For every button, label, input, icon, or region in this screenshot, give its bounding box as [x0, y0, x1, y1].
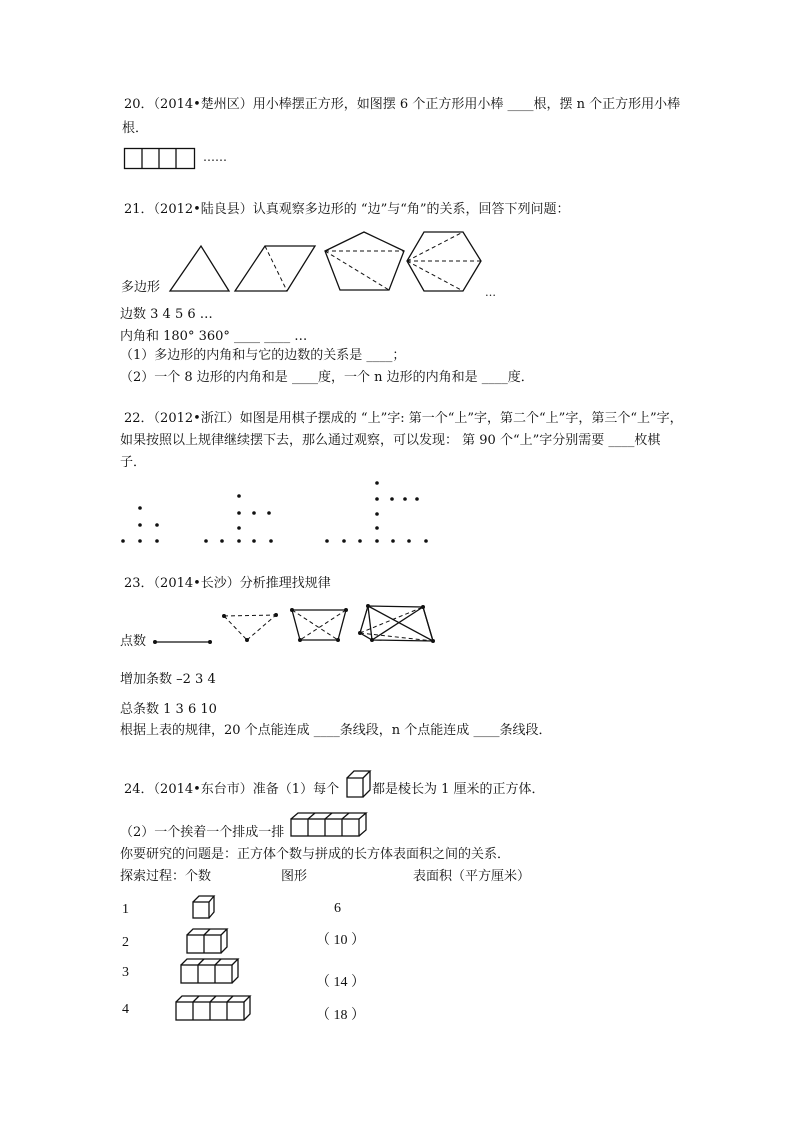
q24-row3-count: 3 — [122, 965, 129, 980]
q21-part2: （2）一个 8 边形的内角和是 ____度，一个 n 边形的内角和是 ____度． — [120, 370, 534, 385]
chess-pieces-figure — [120, 478, 440, 550]
triangle-shape — [170, 246, 229, 291]
q24-row2-area: （ 10 ） — [316, 933, 365, 948]
q24-row1-count: 1 — [122, 902, 129, 917]
q23-total-row: 总条数 1 3 6 10 — [120, 702, 217, 717]
q24-line1a: 24．（2014•东台市）准备（1）每个 — [124, 782, 340, 797]
q23-line1: 23．（2014•长沙）分析推理找规律 — [124, 576, 331, 591]
q21-ellipsis: … — [485, 286, 496, 299]
q20-line1: 20．（2014•楚州区）用小棒摆正方形，如图摆 6 个正方形用小棒 ____根，摆 n 个正方形用小棒 — [124, 97, 681, 112]
q20-ellipsis: …… — [203, 150, 227, 164]
pentagon-shape — [325, 232, 404, 290]
q20-line2: 根． — [122, 121, 149, 136]
q24-header-area: 表面积（平方厘米） — [413, 869, 531, 884]
cube-1-figure — [192, 895, 216, 921]
polygons-figure — [165, 227, 495, 297]
q24-line1b: 都是棱长为 1 厘米的正方体． — [372, 782, 545, 797]
q24-row4-count: 4 — [122, 1002, 129, 1017]
q24-header-count: 探索过程：个数 — [120, 869, 212, 884]
cube-4-figure — [175, 995, 253, 1023]
square-sticks-figure — [124, 148, 196, 172]
cube-3-figure — [180, 958, 240, 986]
q22-line3: 子． — [120, 455, 147, 470]
q24-header-figure: 图形 — [281, 869, 308, 884]
parallelogram-shape — [235, 246, 315, 291]
q23-conclusion: 根据上表的规律，20 个点能连成 ____条线段，n 个点能连成 ____条线段． — [120, 723, 552, 738]
q23-points-label: 点数 — [120, 634, 147, 649]
q24-line2: （2）一个挨着一个排成一排 — [120, 825, 285, 840]
cube-row-figure — [290, 812, 372, 838]
q23-added-row: 增加条数 –2 3 4 — [120, 672, 216, 687]
q22-line1: 22．（2012•浙江）如图是用棋子摆成的 “上”字: 第一个“上”字，第二个“上”字，第三个“上”字， — [124, 411, 683, 426]
q21-polygon-label: 多边形 — [121, 280, 161, 295]
q22-line2: 如果按照以上规律继续摆下去，那么通过观察，可以发现： 第 90 个“上”字分别需要 ____枚棋 — [120, 433, 661, 448]
q24-row3-area: （ 14 ） — [316, 975, 365, 990]
q24-row2-count: 2 — [122, 935, 129, 950]
q21-sides-row: 边数 3 4 5 6 … — [120, 307, 213, 322]
points-lines-figure — [150, 600, 440, 650]
single-cube-figure — [346, 770, 372, 800]
q21-angles-row: 内角和 180° 360° ____ ____ … — [120, 329, 308, 344]
q24-line3: 你要研究的问题是：正方体个数与拼成的长方体表面积之间的关系． — [120, 847, 511, 862]
q24-row4-area: （ 18 ） — [316, 1008, 365, 1023]
cube-2-figure — [186, 928, 228, 956]
q21-line1: 21．（2012•陆良县）认真观察多边形的 “边”与“角”的关系，回答下列问题： — [124, 202, 570, 217]
q21-part1: （1）多边形的内角和与它的边数的关系是 ____； — [120, 348, 406, 363]
q24-row1-area: 6 — [334, 901, 341, 916]
